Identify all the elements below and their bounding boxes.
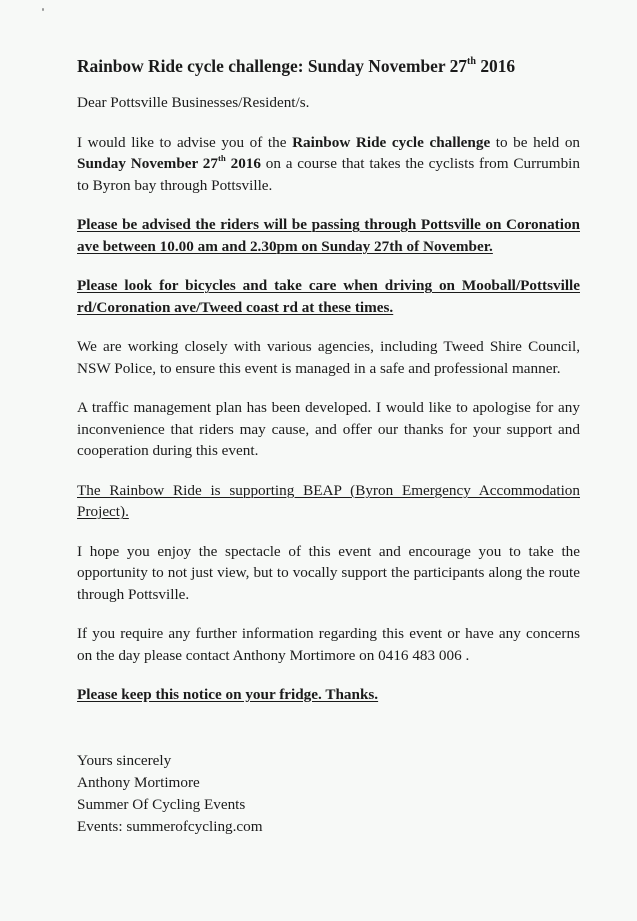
signoff-website: Events: summerofcycling.com xyxy=(77,817,263,835)
intro-date-text: Sunday November 27 xyxy=(77,155,218,172)
signoff-name: Anthony Mortimore xyxy=(77,773,200,791)
title-superscript: th xyxy=(467,56,476,68)
notice-riders-passing: Please be advised the riders will be passing through Pottsville on Coronation ave between 10.00 am and 2.30pm on Sunday 27th of November. xyxy=(77,216,580,255)
signoff-closing: Yours sincerely xyxy=(77,751,172,769)
title-text: Rainbow Ride cycle challenge: Sunday November 27 xyxy=(77,56,467,76)
notice-take-care: Please look for bicycles and take care when driving on Mooball/Pottsville rd/Coronation ave/Tweed coast rd at these times. xyxy=(77,277,580,316)
intro-text-middle: to be held on xyxy=(490,133,581,151)
scan-speck xyxy=(42,8,44,11)
intro-text-after: on a course that takes the cyclists from Currumbin to Byron bay through Pottsville. xyxy=(77,155,580,194)
signoff-organisation: Summer Of Cycling Events xyxy=(77,795,246,813)
intro-date-year: 2016 xyxy=(225,155,261,172)
fridge-notice: Please keep this notice on your fridge. Thanks. xyxy=(77,686,379,703)
spectacle-paragraph: I hope you enjoy the spectacle of this event and encourage you to take the opportunity to not just view, but to vocally support the participants along the route through Pottsville. xyxy=(77,542,580,603)
intro-event-name: Rainbow Ride cycle challenge xyxy=(292,133,491,151)
agencies-paragraph: We are working closely with various agencies, including Tweed Shire Council, NSW Police, to ensure this event is managed in a safe and professional manner. xyxy=(77,338,580,377)
beap-paragraph: The Rainbow Ride is supporting BEAP (Byron Emergency Accommodation Project). xyxy=(77,481,580,520)
intro-date-superscript: th xyxy=(217,153,226,164)
signoff-block xyxy=(77,750,580,838)
letter-title xyxy=(77,54,580,78)
contact-paragraph: If you require any further information regarding this event or have any concerns on the day please contact Anthony Mortimore on 0416 483 006 . xyxy=(77,625,580,664)
intro-paragraph xyxy=(77,132,580,197)
letter-body xyxy=(77,54,580,838)
title-year: 2016 xyxy=(475,56,516,76)
intro-date xyxy=(77,155,261,172)
traffic-plan-paragraph: A traffic management plan has been developed. I would like to apologise for any inconvenience that riders may cause, and offer our thanks for your support and cooperation during this event. xyxy=(77,399,580,459)
salutation: Dear Pottsville Businesses/Resident/s. xyxy=(77,94,310,111)
intro-text-before: I would like to advise you of the xyxy=(77,133,293,151)
